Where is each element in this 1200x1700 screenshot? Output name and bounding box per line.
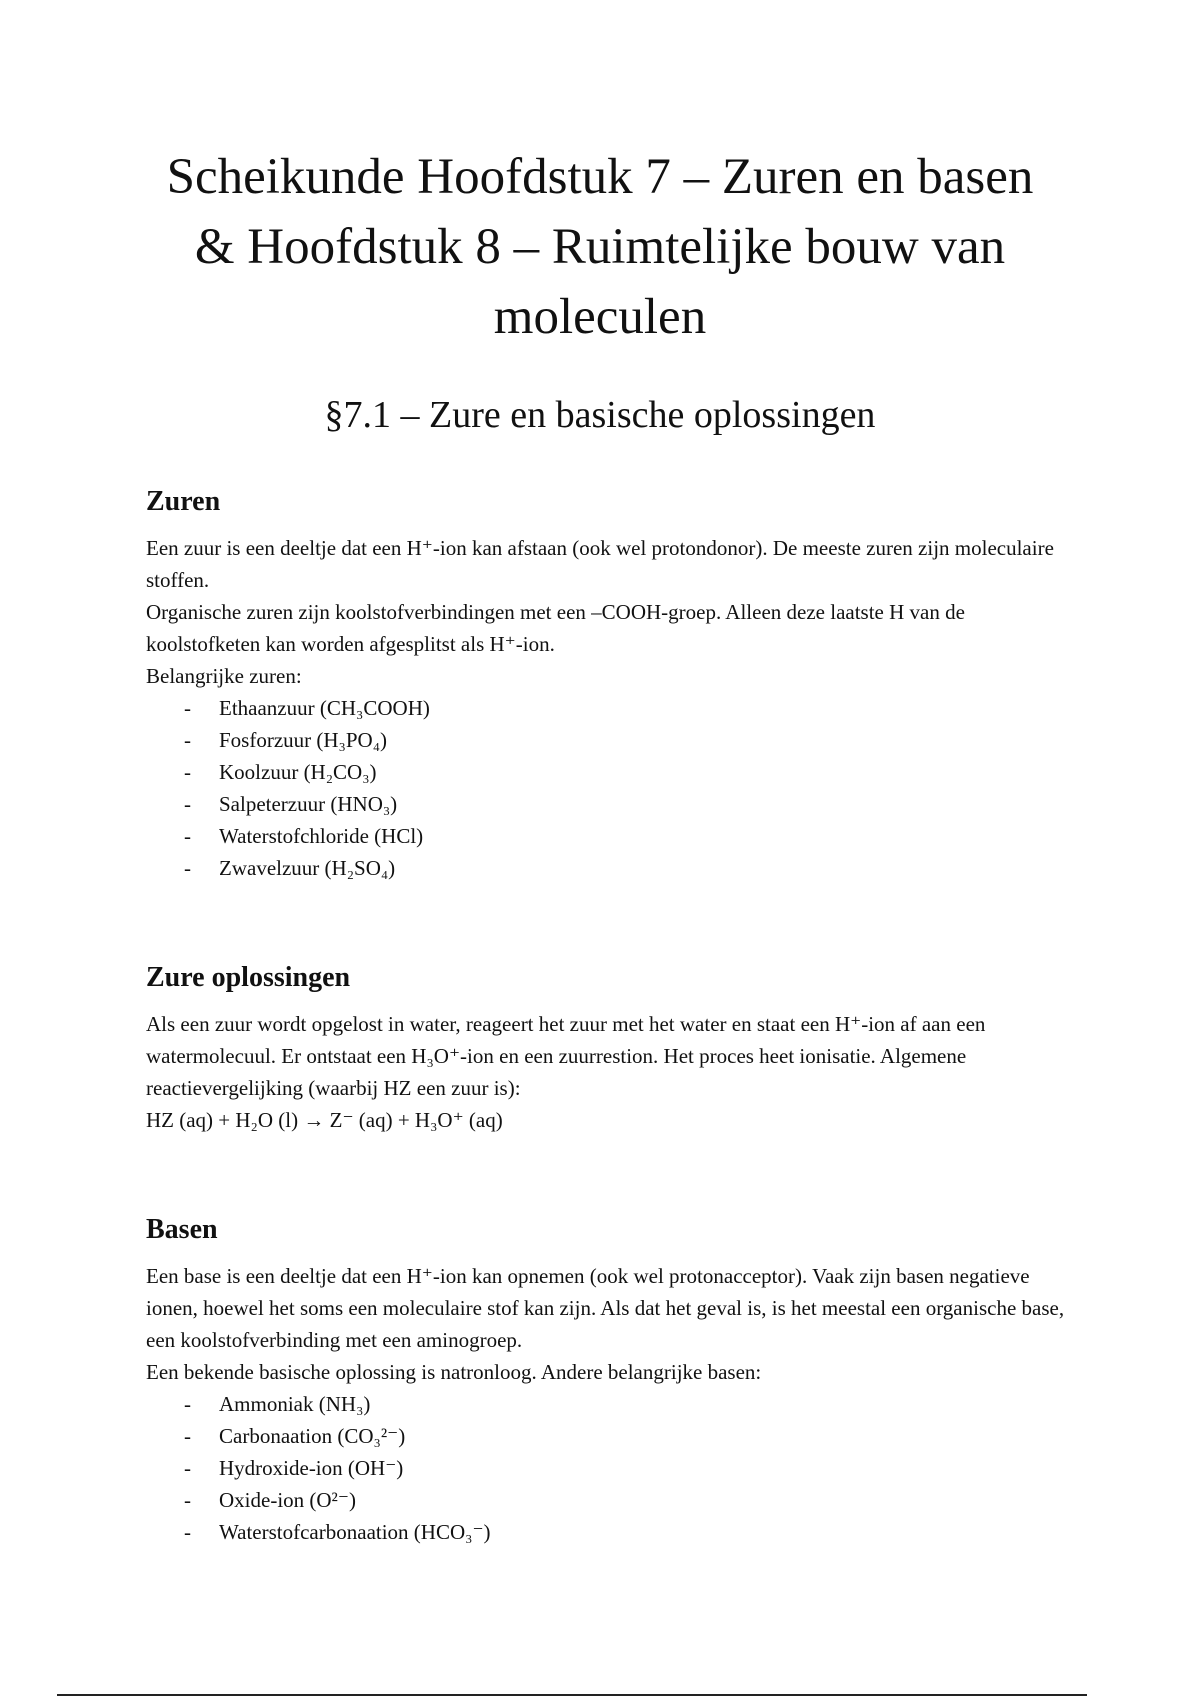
reaction-equation: HZ (aq) + H₂O (l) → Z⁻ (aq) + H₃O⁺ (aq) bbox=[146, 1108, 503, 1132]
paragraph: Een base is een deeltje dat een H⁺-ion kan opnemen (ook wel protonacceptor). Vaak zijn basen negatieve ionen, hoewel het soms een moleculaire stof kan zijn. Als dat het geval is, is het meestal een organische base, een koolstofverbinding met een aminogroep. bbox=[146, 1264, 1065, 1352]
section-basen bbox=[146, 1212, 1066, 1548]
paragraph: Een bekende basische oplossing is natronloog. Andere belangrijke basen: bbox=[146, 1360, 762, 1384]
base-list bbox=[146, 1388, 1066, 1548]
list-item: - Zwavelzuur (H₂SO₄) bbox=[184, 852, 1066, 884]
section-subtitle: §7.1 – Zure en basische oplossingen bbox=[324, 394, 876, 436]
list-item: - Hydroxide-ion (OH⁻) bbox=[184, 1452, 1066, 1484]
paragraph: Belangrijke zuren: bbox=[146, 664, 302, 688]
acid-list bbox=[146, 692, 1066, 884]
paragraph: Als een zuur wordt opgelost in water, reageert het zuur met het water en staat een H⁺-ion af aan een watermolecuul. Er ontstaat een H₃O⁺-ion en een zuurrestion. Het proces heet ionisatie. Algemene reactievergelijking (waarbij HZ een zuur is): bbox=[146, 1012, 986, 1100]
list-item: - Koolzuur (H₂CO₃) bbox=[184, 756, 1066, 788]
list-item: - Oxide-ion (O²⁻) bbox=[184, 1484, 1066, 1516]
section-heading: Zuren bbox=[146, 486, 221, 517]
title-line: & Hoofdstuk 8 – Ruimtelijke bouw van bbox=[194, 219, 1006, 275]
section-zuren bbox=[146, 484, 1066, 884]
list-item: - Fosforzuur (H₃PO₄) bbox=[184, 724, 1066, 756]
list-item: - Waterstofchloride (HCl) bbox=[184, 820, 1066, 852]
paragraph: Een zuur is een deeltje dat een H⁺-ion kan afstaan (ook wel protondonor). De meeste zuren zijn moleculaire stoffen. bbox=[146, 536, 1054, 592]
document-title bbox=[100, 142, 1100, 352]
list-item: - Carbonaation (CO₃²⁻) bbox=[184, 1420, 1066, 1452]
title-line: moleculen bbox=[493, 289, 707, 345]
section-zure-oplossingen bbox=[146, 960, 1066, 1136]
list-item: - Ammoniak (NH₃) bbox=[184, 1388, 1066, 1420]
section-heading: Zure oplossingen bbox=[146, 962, 351, 993]
list-item: - Salpeterzuur (HNO₃) bbox=[184, 788, 1066, 820]
section-heading: Basen bbox=[146, 1214, 218, 1245]
page-divider bbox=[57, 1694, 1087, 1696]
title-line: Scheikunde Hoofdstuk 7 – Zuren en basen bbox=[166, 149, 1034, 205]
list-item: - Ethaanzuur (CH₃COOH) bbox=[184, 692, 1066, 724]
list-item: - Waterstofcarbonaation (HCO₃⁻) bbox=[184, 1516, 1066, 1548]
paragraph: Organische zuren zijn koolstofverbindingen met een –COOH-groep. Alleen deze laatste H van de koolstofketen kan worden afgesplitst als H⁺-ion. bbox=[146, 600, 965, 656]
